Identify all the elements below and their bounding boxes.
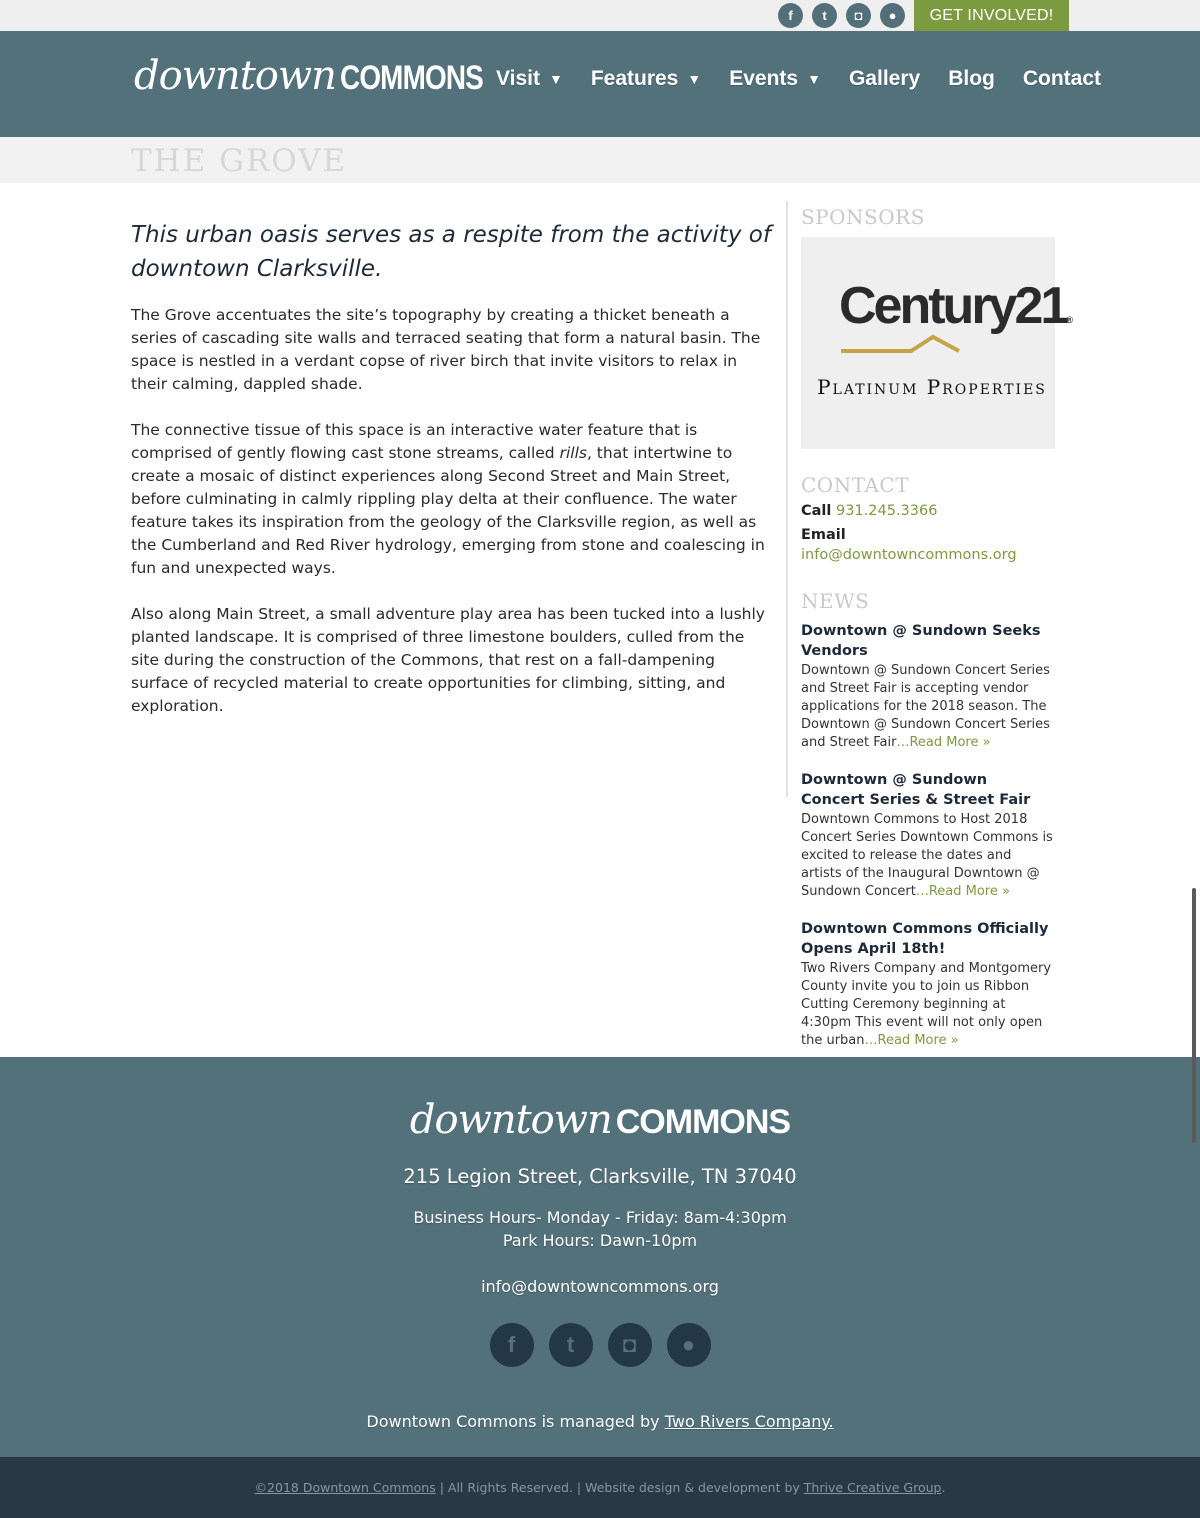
sidebar (801, 205, 1073, 1068)
site-footer (0, 1057, 1200, 1457)
contact-call-line (801, 501, 1055, 521)
top-social-links (778, 3, 905, 28)
footer-social-links (0, 1323, 1200, 1367)
footer-park-hours: Park Hours: Dawn-10pm (502, 1231, 698, 1250)
designer-link[interactable]: Thrive Creative Group (803, 1480, 942, 1495)
caret-down-icon: ▼ (548, 71, 563, 87)
nav-label: Events (729, 67, 799, 90)
registered-mark: ® (1066, 315, 1073, 325)
logo-block-text: COMMONS (615, 1103, 791, 1141)
map-pin-icon[interactable]: ● (880, 3, 905, 28)
lead-text: This urban oasis serves as a respite from the activity of downtown Clarksville. (131, 222, 771, 282)
twitter-icon[interactable]: t (812, 3, 837, 28)
facebook-icon[interactable]: f (778, 3, 803, 28)
sponsors-heading: SPONSORS (801, 205, 925, 229)
body-paragraph-2 (131, 419, 771, 580)
logo-block-text: COMMONS (339, 59, 483, 97)
two-rivers-link[interactable]: Two Rivers Company. (664, 1412, 834, 1431)
century21-logo (817, 277, 1073, 399)
news-excerpt (801, 662, 1055, 752)
excerpt-text: Two Rivers Company and Montgomery County invite you to join us Ribbon Cutting Ceremony beginning at 4:30pm This event will not only open the urban (801, 961, 1052, 1048)
main-nav (496, 67, 1101, 91)
news-headline-link[interactable]: Downtown @ Sundown Concert Series & Street Fair (801, 772, 1031, 808)
nav-label: Features (590, 67, 679, 90)
century21-subtitle: Platinum Properties (817, 375, 1047, 399)
phone-link[interactable]: 931.245.3366 (835, 503, 938, 519)
news-section (801, 589, 1055, 1050)
nav-features[interactable] (591, 67, 701, 91)
paragraph-text: The connective tissue of this space is an interactive water feature that is comprised of gently flowing cast stone streams, called (131, 421, 698, 462)
nav-label: Gallery (848, 67, 921, 90)
contact-heading: CONTACT (801, 473, 910, 497)
page-title-band (0, 137, 1200, 183)
email-label: Email (801, 527, 846, 543)
managed-prefix: Downtown Commons is managed by (366, 1412, 665, 1431)
instagram-icon[interactable]: ◘ (846, 3, 871, 28)
contact-section (801, 473, 1055, 565)
top-utility-bar (0, 0, 1200, 31)
copyright-link[interactable]: ©2018 Downtown Commons (254, 1480, 436, 1495)
body-paragraph-3: Also along Main Street, a small adventure play area has been tucked into a lushly planted landscape. It is comprised of three limestone boulders, culled from the site during the construction of the Commons, that rest on a fall-dampening surface of recycled material to create opportunities for climbing, sitting, and exploration. (131, 605, 765, 715)
contact-email-line (801, 525, 1055, 565)
footer-address: 215 Legion Street, Clarksville, TN 37040 (403, 1165, 797, 1188)
sponsor-logo-century21[interactable] (801, 237, 1073, 449)
caret-down-icon: ▼ (807, 71, 821, 87)
body-paragraph-1: The Grove accentuates the site’s topography by creating a thicket beneath a series of cascading site walls and terraced seating that form a natural basin. The space is nestled in a verdant copse of river birch that invite visitors to relax in their calming, dappled shade. (131, 306, 761, 393)
news-heading: NEWS (801, 589, 870, 613)
nav-events[interactable] (729, 67, 821, 91)
main-content (131, 218, 771, 741)
news-headline-link[interactable]: Downtown Commons Officially Opens April 18th! (801, 921, 1049, 957)
twitter-icon[interactable]: t (549, 1323, 593, 1367)
email-link[interactable]: info@downtowncommons.org (801, 547, 1017, 563)
nav-visit[interactable] (496, 67, 563, 91)
footer-business-hours: Business Hours- Monday - Friday: 8am-4:30pm (413, 1208, 787, 1227)
news-item (801, 919, 1055, 1050)
site-header (0, 31, 1200, 137)
century21-word: Century21 (839, 277, 1067, 335)
read-more-link[interactable]: …Read More » (915, 884, 1010, 899)
news-headline-link[interactable]: Downtown @ Sundown Seeks Vendors (801, 623, 1041, 659)
page-scrollbar[interactable] (1192, 888, 1196, 1143)
site-logo[interactable] (134, 53, 514, 99)
news-item (801, 770, 1055, 901)
sidebar-divider (786, 201, 788, 797)
nav-blog[interactable] (948, 67, 995, 91)
logo-script-text: downtown (134, 53, 336, 99)
map-pin-icon[interactable]: ● (667, 1323, 711, 1367)
excerpt-text: Downtown Commons to Host 2018 Concert Series Downtown Commons is excited to release the dates and artists of the Inaugural Downtown @ Sundown Concert (801, 812, 1053, 899)
nav-contact[interactable] (1023, 67, 1101, 91)
footer-logo[interactable] (0, 1097, 1200, 1143)
caret-down-icon: ▼ (687, 71, 702, 87)
legal-text (0, 1480, 1200, 1495)
page-title: THE GROVE (131, 143, 348, 179)
news-item (801, 621, 1055, 752)
emphasis-text: rills (559, 444, 587, 462)
nav-gallery[interactable] (849, 67, 920, 91)
excerpt-text: Downtown @ Sundown Concert Series and Street Fair is accepting vendor applications for the 2018 season. The Downtown @ Sundown Concert Series and Street Fair (801, 663, 1050, 750)
call-label: Call (801, 503, 832, 519)
legal-middle: | All Rights Reserved. | Website design & development by (435, 1480, 804, 1495)
instagram-icon[interactable]: ◘ (608, 1323, 652, 1367)
nav-label: Visit (496, 67, 540, 90)
read-more-link[interactable]: …Read More » (864, 1033, 959, 1048)
get-involved-button[interactable]: GET INVOLVED! (914, 0, 1069, 31)
managed-by-text (0, 1412, 1200, 1431)
nav-label: Blog (948, 67, 995, 90)
footer-email-link[interactable]: info@downtowncommons.org (481, 1277, 719, 1296)
read-more-link[interactable]: …Read More » (896, 735, 991, 750)
facebook-icon[interactable]: f (490, 1323, 534, 1367)
paragraph-text: , that intertwine to create a mosaic of distinct experiences along Second Street and Main Street, before culminating in calmly rippling play delta at their confluence. The water feature takes its inspiration from the geology of the Clarksville region, as well as the Cumberland and Red River hydrology, emerging from stone and coalescing in fun and unexpected ways. (131, 444, 765, 577)
news-excerpt (801, 960, 1055, 1050)
legal-bar (0, 1457, 1200, 1518)
house-roof-icon (841, 333, 967, 355)
legal-end: . (941, 1480, 946, 1495)
news-excerpt (801, 811, 1055, 901)
nav-label: Contact (1022, 67, 1102, 90)
logo-script-text: downtown (409, 1097, 612, 1143)
